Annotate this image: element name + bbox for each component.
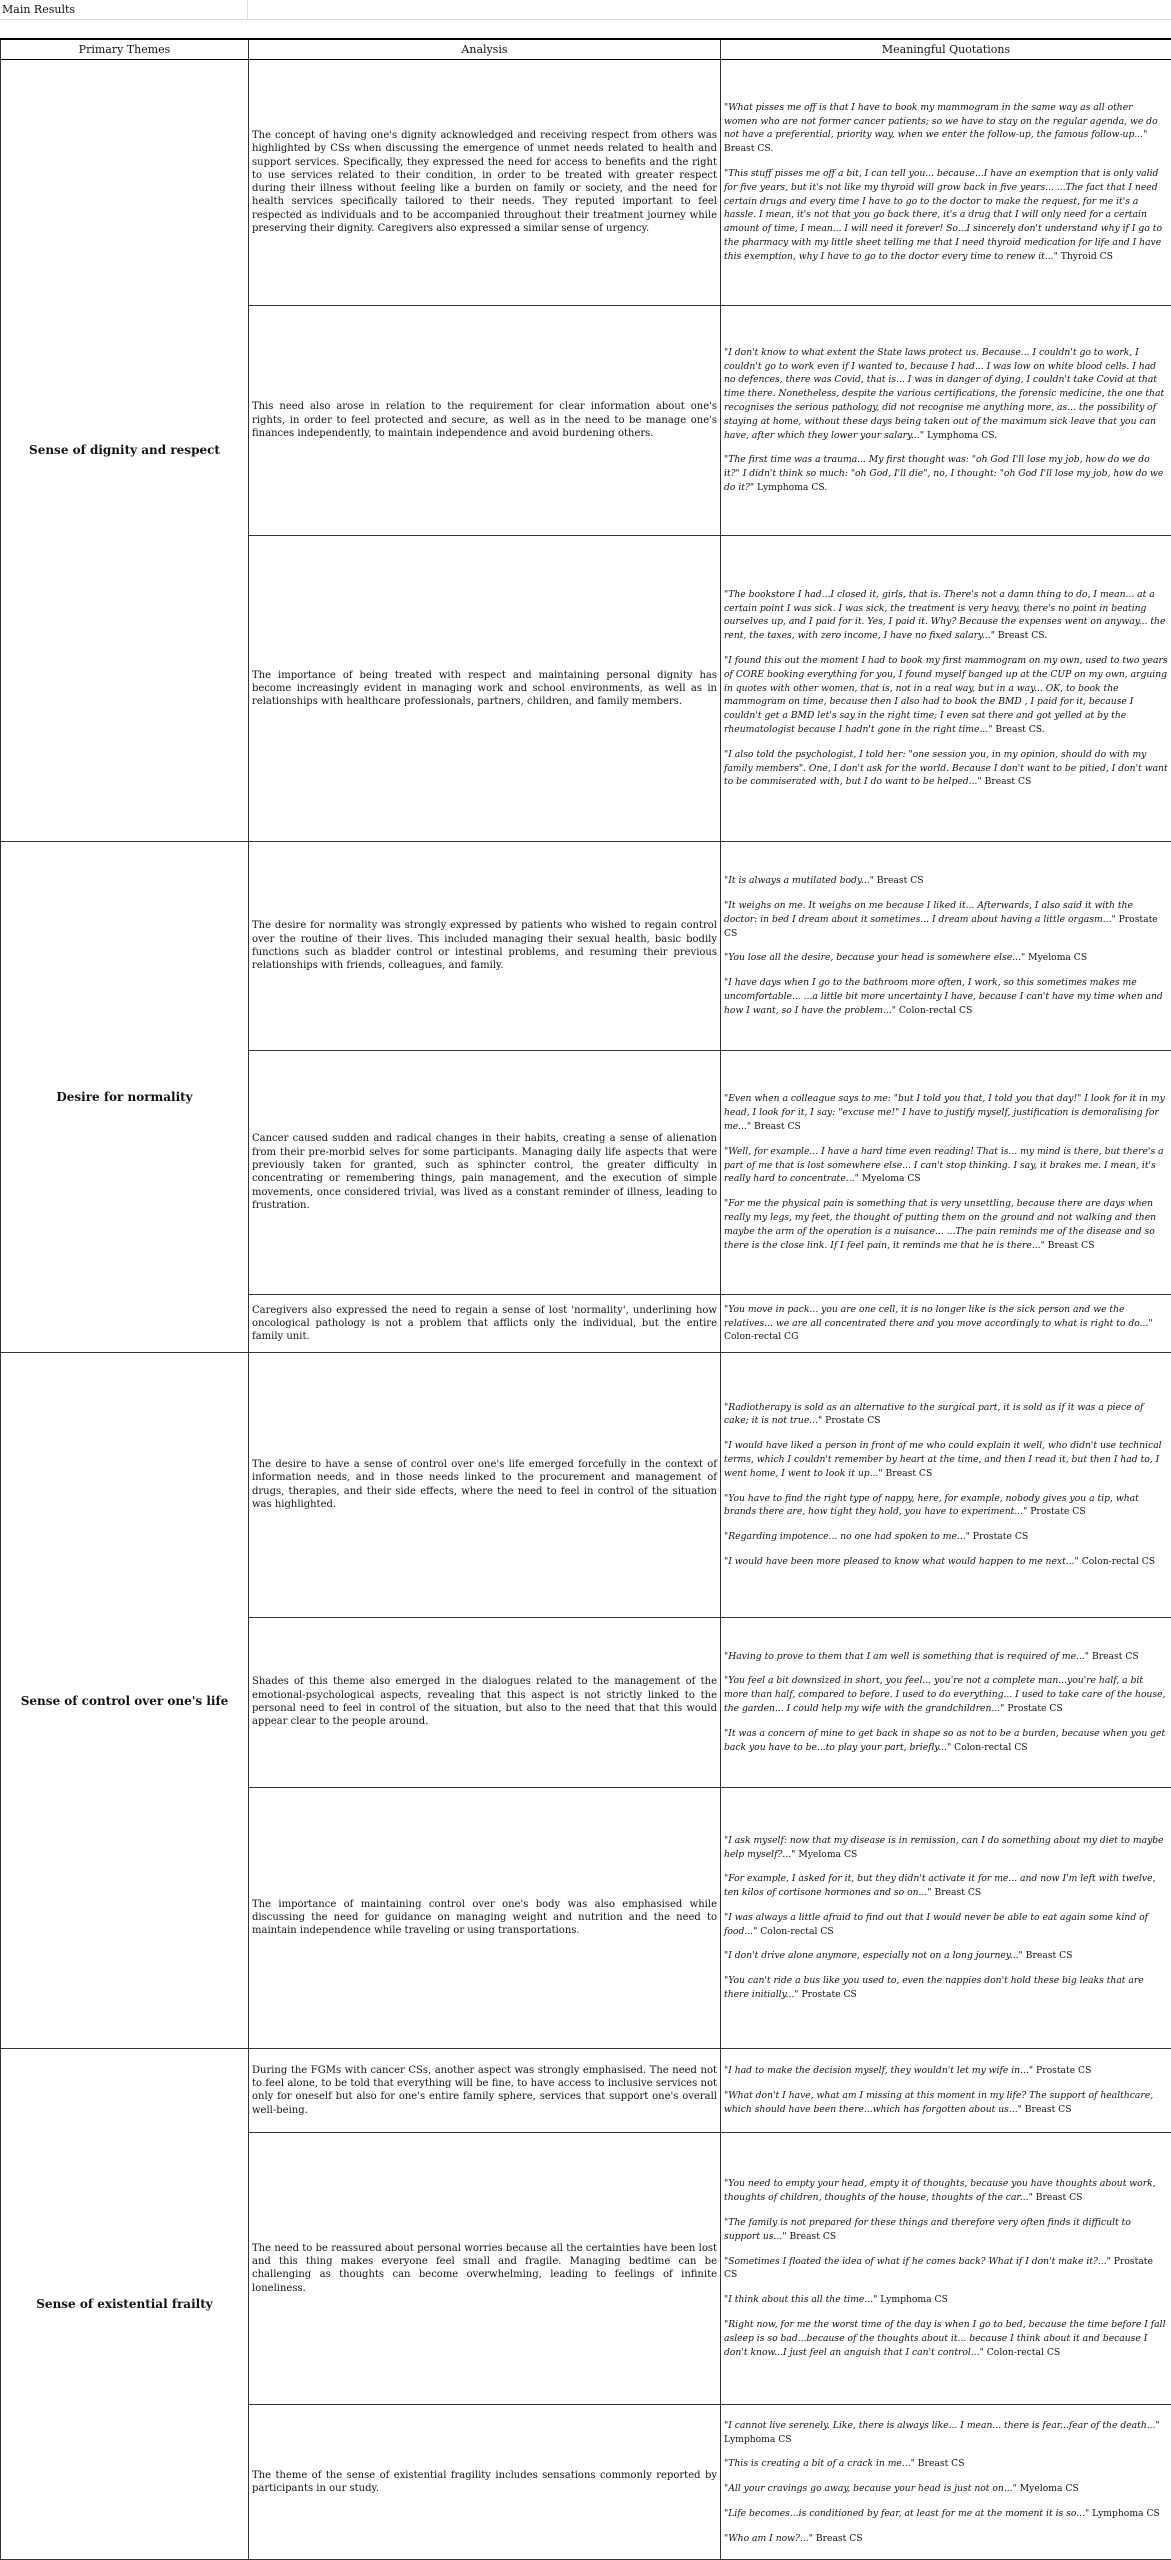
quotation-source: Breast CS: [1032, 2192, 1083, 2204]
quotation: [724, 874, 1168, 888]
quotation-source: Colon-rectal CS: [983, 2346, 1061, 2358]
quotation: [724, 1974, 1168, 2002]
analysis-cell: The desire to have a sense of control over one's life emerged forcefully in the context of information needs, and in those needs linked to the procurement and management of drugs, therapies, and their side effects, where the need to feel in control of the situation was highlighted.: [249, 1352, 721, 1617]
quotation-source: Breast CS: [873, 875, 924, 887]
header-primary-themes: Primary Themes: [1, 39, 249, 59]
quotation-source: Breast CS: [786, 2230, 837, 2242]
quotation-text: "All your cravings go away, because your head is just not on...": [724, 2483, 1017, 2495]
quotations-cell: [721, 1617, 1171, 1787]
quotation: [724, 2482, 1168, 2496]
quotations-cell: [721, 1352, 1171, 1617]
quotation: [724, 1197, 1168, 1252]
quotation-text: "You lose all the desire, because your head is somewhere else...": [724, 952, 1026, 964]
quotation-source: Myeloma CS: [858, 1173, 921, 1185]
quotation-text: "Life becomes...is conditioned by fear, at least for me at the moment it is so...": [724, 2507, 1090, 2519]
quotation: [724, 2293, 1168, 2307]
quotation-text: "This stuff pisses me off a bit, I can tell you... because...I have an exemption that is only valid for five years, but it's not like my thyroid will grow back in five years... ...The fact that I need certain drugs and every time I have to go to the doctor to make the request, for me it's a hassle. I mean, it's not that you go back there, it's a drug that I will only need for a certain amount of time, I mean... I will need it forever! So...I sincerely don't understand why if I go to the pharmacy with my little sheet telling me that I need thyroid medication for life and I have this exemption, why I have to go to the doctor every time to renew it...": [724, 167, 1162, 262]
quotation: [724, 1303, 1168, 1344]
quotation-source: Lymphoma CS: [724, 2433, 792, 2445]
quotation-text: "Having to prove to them that I am well is something that is required of me...": [724, 1650, 1090, 1662]
quotation-source: Prostate CS: [724, 913, 1158, 939]
theme-cell: Desire for normality: [1, 842, 249, 1353]
quotation-source: Prostate CS: [1033, 2065, 1092, 2077]
quotation-text: "You move in pack... you are one cell, it is no longer like is the sick person and we the relatives... we are all concentrated there and you move accordingly to what is right to do...": [724, 1303, 1153, 1329]
quotation: [724, 1727, 1168, 1755]
quotation-source: Lymphoma CS: [877, 2294, 948, 2306]
quotations-cell: [721, 2049, 1171, 2132]
quotation-source: Prostate CS: [1004, 1703, 1063, 1715]
quotation-source: Prostate CS: [822, 1415, 881, 1427]
quotation-source: Prostate CS: [724, 2255, 1153, 2281]
quotation-text: "You feel a bit downsized in short, you feel... you're not a complete man...you're half, a bit more than half, compared to before. I used to do everything... I used to take care of the house, the garden... I could help my wife with the grandchildren...": [724, 1675, 1166, 1715]
analysis-cell: During the FGMs with cancer CSs, another aspect was strongly emphasised. The need not to feel alone, to be told that everything will be fine, to have access to inclusive services not only for oneself but also for one's entire family sphere, services that support one's overall well-being.: [249, 2049, 721, 2132]
quotation-source: Breast CS: [1022, 1950, 1073, 1962]
quotation-source: Breast CS: [812, 2532, 863, 2544]
quotation-text: "The bookstore I had...I closed it, girls, that is. There's not a damn thing to do, I mean... at a certain point I was sick. I was sick, the treatment is very heavy, there's no point in beating ourselves up, and I paid for it. Yes, I paid it. Why? Because the expenses went on anyway... the rent, the taxes, with zero income, I have no fixed salary...": [724, 588, 1166, 642]
quotation: [724, 2216, 1168, 2244]
quotation-text: "I was always a little afraid to find out that I would never be able to eat again some kind of food...": [724, 1911, 1149, 1937]
quotation-text: "What don't I have, what am I missing at this moment in my life? The support of healthcare, which should have been there...which has forgotten about us...": [724, 2089, 1154, 2115]
quotation-text: "It was a concern of mine to get back in shape so as not to be a burden, because when you get back you have to be...to play your part, briefly...": [724, 1727, 1166, 1753]
theme-cell: Sense of existential frailty: [1, 2049, 249, 2560]
quotation: [724, 951, 1168, 965]
quotation-source: Prostate CS: [798, 1989, 857, 2001]
quotation: [724, 2064, 1168, 2078]
quotation: [724, 748, 1168, 789]
quotation-source: Breast CS.: [724, 143, 774, 155]
quotation: [724, 167, 1168, 264]
quotation-text: "For example, I asked for it, but they didn't activate it for me... and now I'm left with twelve, ten kilos of cortisone hormones and so on...": [724, 1873, 1156, 1899]
quotation-source: Colon-rectal CS: [895, 1004, 973, 1016]
quotation-source: Thyroid CS: [1057, 250, 1113, 262]
quotation-text: "I think about this all the time...": [724, 2294, 878, 2306]
analysis-cell: The need to be reassured about personal worries because all the certainties have been lost and this thing makes everyone feel small and fragile. Managing bedtime can be challenging as thoughts can become overwhelming, leading to feelings of infinite loneliness.: [249, 2132, 721, 2405]
quotation: [724, 346, 1168, 443]
quotation-text: "I don't drive alone anymore, especially not on a long journey...": [724, 1950, 1023, 1962]
quotation-text: "Right now, for me the worst time of the day is when I go to bed, because the time before I fall asleep is so bad...because of the thoughts about it... because I think about it and because I don't know...I just feel an anguish that I can't control...": [724, 2318, 1166, 2358]
quotation-text: "I would have been more pleased to know what would happen to me next...": [724, 1556, 1079, 1568]
quotation-source: Breast CS: [882, 1467, 933, 1479]
table-row: [1, 842, 1171, 1051]
quotation-source: Breast CS: [1021, 2103, 1072, 2115]
quotation-text: "Sometimes I floated the idea of what if he comes back? What if I don't make it?...": [724, 2255, 1111, 2267]
theme-cell: Sense of control over one's life: [1, 1352, 249, 2048]
quotation-source: Breast CS: [931, 1887, 982, 1899]
quotation: [724, 1834, 1168, 1862]
analysis-cell: The importance of maintaining control over one's body was also emphasised while discussing the need for guidance on managing weight and nutrition and the need to maintain independence while traveling or using transportations.: [249, 1787, 721, 2049]
quotation: [724, 2457, 1168, 2471]
quotation: [724, 1555, 1168, 1569]
quotation-text: "Regarding impotence... no one had spoken to me...": [724, 1531, 970, 1543]
quotation-source: Breast CS: [981, 776, 1032, 788]
analysis-cell: Shades of this theme also emerged in the dialogues related to the management of the emotional-psychological aspects, revealing that this aspect is not strictly linked to the personal need to feel in control of the situation, but also to the need that that this would appear clear to the people around.: [249, 1617, 721, 1787]
quotation: [724, 1439, 1168, 1480]
header-meaningful-quotations: Meaningful Quotations: [721, 39, 1171, 59]
header-analysis: Analysis: [249, 39, 721, 59]
quotation: [724, 899, 1168, 940]
quotation: [724, 2532, 1168, 2546]
quotation: [724, 453, 1168, 494]
quotation-source: Colon-rectal CS: [757, 1925, 834, 1937]
quotation: [724, 1145, 1168, 1186]
quotation: [724, 2255, 1168, 2283]
quotation: [724, 1492, 1168, 1520]
quotation-source: Colon-rectal CS: [1078, 1556, 1156, 1568]
analysis-cell: The desire for normality was strongly expressed by patients who wished to regain control over the routine of their lives. This included managing their sexual health, basic bodily functions such as bladder control or intestinal problems, and resuming their previous relationships with friends, colleagues, and family.: [249, 842, 721, 1051]
quotation-text: "I found this out the moment I had to book my first mammogram on my own, used to two years of CORE booking everything for you, I found myself banged up at the CUP on my own, arguing in quotes with other women, that is, not in a real way, but in a way... OK, to book the mammogram on time, because then I also had to book the BMD , I paid for it, because I couldn't get a BMD let's say in the right time; I even sat there and got yelled at by the rheumatologist because I hadn't gone in the right time...": [724, 654, 1168, 735]
quotation: [724, 2419, 1168, 2447]
quotation: [724, 976, 1168, 1017]
quotations-cell: [721, 842, 1171, 1051]
quotation: [724, 1872, 1168, 1900]
quotation-text: "You need to empty your head, empty it of thoughts, because you have thoughts about work, thoughts of children, thoughts of the house, thoughts of the car...": [724, 2178, 1156, 2204]
theme-cell: Sense of dignity and respect: [1, 59, 249, 842]
quotations-cell: [721, 1787, 1171, 2049]
analysis-cell: The theme of the sense of existential fragility includes sensations commonly reported by participants in our study.: [249, 2405, 721, 2560]
quotation-text: "Radiotherapy is sold as an alternative to the surgical part, it is sold as if it was a piece of cake; it is not true...": [724, 1401, 1144, 1427]
table-body: [1, 59, 1171, 2560]
quotation-text: "Even when a colleague says to me: "but I told you that, I told you that day!" I look for it in my head, I look for it, I say: "excuse me!" I have to justify myself, justification is demoralising for me...": [724, 1093, 1165, 1132]
page-title: Main Results: [0, 0, 248, 20]
quotation-source: Breast CS.: [992, 723, 1045, 735]
quotation-text: "I ask myself: now that my disease is in remission, can I do something about my diet to maybe help myself?...": [724, 1834, 1164, 1860]
table-row: [1, 1352, 1171, 1617]
quotation: [724, 2177, 1168, 2205]
quotation: [724, 654, 1168, 737]
quotations-cell: [721, 1294, 1171, 1352]
quotation-source: Breast CS.: [994, 630, 1048, 642]
quotation-text: "It is always a mutilated body...": [724, 875, 874, 887]
analysis-cell: Caregivers also expressed the need to regain a sense of lost 'normality', underlining how oncological pathology is not a problem that afflicts only the individual, but the entire family unit.: [249, 1294, 721, 1352]
analysis-cell: The importance of being treated with respect and maintaining personal dignity has become increasingly evident in managing work and school environments, as well as in relationships with healthcare professionals, partners, children, and family members.: [249, 535, 721, 841]
quotation: [724, 1530, 1168, 1544]
results-table: [0, 38, 1171, 2560]
quotation-source: Myeloma CS: [795, 1848, 858, 1860]
quotation-text: "I don't know to what extent the State laws protect us. Because... I couldn't go to work, I couldn't go to work even if I wanted to, because I had... I was low on white blood cells. I had no defences, there was Covid, that is... I was in danger of dying, I couldn't take Covid at that time there. Nonetheless, despite the various certifications, the forensic medicine, the one that recognises the serious pathology, did not recognise me anything more, as... the possibility of staying at home, without these days being taken out of the maximum sick leave that you can have, after which they lower your salary...": [724, 346, 1165, 441]
quotation-text: "I have days when I go to the bathroom more often, I work, so this sometimes makes me uncomfortable... ...a little bit more uncertainty I have, because I can't have my time when and how I want, so I have the problem...": [724, 977, 1163, 1016]
quotation-source: Lymphoma CS.: [754, 481, 828, 493]
quotation-source: Breast CS: [1044, 1239, 1095, 1251]
quotation: [724, 101, 1168, 156]
quotation: [724, 1949, 1168, 1963]
header-row: [1, 39, 1171, 59]
quotation: [724, 2507, 1168, 2521]
quotation-text: "The family is not prepared for these things and therefore very often finds it difficult to support us...": [724, 2216, 1131, 2242]
quotation-source: Lymphoma CS: [1089, 2507, 1160, 2519]
quotation-text: "Well, for example... I have a hard time even reading! That is... my mind is there, but there's a part of me that is lost somewhere else... I can't stop thinking. I say, it brakes me. I mean, it's really hard to concentrate...": [724, 1145, 1164, 1185]
analysis-cell: This need also arose in relation to the requirement for clear information about one's rights, in order to feel protected and secure, as well as in the need to be manage one's finances independently, to maintain independence and avoid burdening others.: [249, 305, 721, 535]
quotation-text: "I also told the psychologist, I told her: "one session you, in my opinion, should do with my family members". One, I don't ask for the world. Because I don't want to be pitied, I don't want to be commiserated with, but I do want to be helped...": [724, 748, 1168, 788]
quotations-cell: [721, 2405, 1171, 2560]
analysis-cell: Cancer caused sudden and radical changes in their habits, creating a sense of alienation from their pre-morbid selves for some participants. Managing daily life aspects that were previously taken for granted, such as sphincter control, the greater difficulty in concentrating or remembering things, pain management, and the execution of simple movements, once considered trivial, was lived as a constant reminder of illness, leading to frustration.: [249, 1050, 721, 1294]
quotation-text: "Who am I now?...": [724, 2532, 813, 2544]
quotation: [724, 588, 1168, 643]
quotation-text: "I would have liked a person in front of me who could explain it well, who didn't use technical terms, which I couldn't remember by heart at the time, and then I read it, but then I had to, I went home, I went to look it up...": [724, 1440, 1162, 1479]
quotation-text: "It weighs on me. It weighs on me because I liked it... Afterwards, I also said it with the doctor: in bed I dream about it sometimes... I dream about having a little orgasm...": [724, 900, 1133, 925]
table-row: [1, 59, 1171, 305]
quotation-text: "You can't ride a bus like you used to, even the nappies don't hold these big leaks that are there initially...": [724, 1975, 1144, 2001]
quotation-source: Colon-rectal CG: [724, 1331, 799, 1343]
quotation: [724, 1092, 1168, 1133]
title-spacer: [248, 0, 1171, 20]
quotation: [724, 1911, 1168, 1939]
quotation: [724, 1674, 1168, 1715]
quotation: [724, 1650, 1168, 1664]
quotations-cell: [721, 59, 1171, 305]
quotation-source: Myeloma CS: [1016, 2483, 1079, 2495]
quotations-cell: [721, 305, 1171, 535]
quotation-text: "The first time was a trauma... My first thought was: "oh God I'll lose my job, how do we do it?" I didn't think so much: "oh God, I'll die", no, I thought: "oh God I'll lose my job, how do we do it?": [724, 454, 1164, 493]
quotation-text: "For me the physical pain is something that is very unsettling, because there are days when really my legs, my feet, the thought of putting them on the ground and not walking and then maybe the arm of the operation is a nuisance... ...The pain reminds me of the disease and so there is the close link. If I feel pain, it reminds me that he is there...": [724, 1198, 1157, 1251]
table-row: [1, 2049, 1171, 2132]
quotation-text: "You have to find the right type of nappy, here, for example, nobody gives you a tip, what brands there are, how tight they hold, you have to experiment...": [724, 1492, 1139, 1518]
quotation-text: "What pisses me off is that I have to book my mammogram in the same way as all other women who are not former cancer patients; so we have to stay on the regular agenda, we do not have a preferential, priority way, when we enter the follow-up, the famous follow-up...": [724, 101, 1158, 141]
quotation-source: Colon-rectal CS: [951, 1741, 1028, 1753]
quotation-source: Prostate CS: [1027, 1506, 1086, 1518]
quotation-text: "This is creating a bit of a crack in me...": [724, 2458, 915, 2470]
quotation-text: "I had to make the decision myself, they wouldn't let my wife in...": [724, 2065, 1034, 2077]
quotations-cell: [721, 2132, 1171, 2405]
quotation-text: "I cannot live serenely. Like, there is always like... I mean... there is fear...fear of the death...": [724, 2419, 1160, 2431]
quotation: [724, 1401, 1168, 1429]
analysis-cell: The concept of having one's dignity acknowledged and receiving respect from others was highlighted by CSs when discussing the emergence of unmet needs related to health and support services. Specifically, they expressed the need for access to benefits and the right to use services related to their condition, in order to be treated with greater respect during their illness without feeling like a burden on family or society, and the need for health services specifically tailored to their needs. They reputed important to feel respected as individuals and to be accompanied throughout their treatment journey while preserving their dignity. Caregivers also expressed a similar sense of urgency.: [249, 59, 721, 305]
quotation-source: Breast CS: [751, 1120, 801, 1132]
quotation-source: Prostate CS: [969, 1531, 1029, 1543]
quotations-cell: [721, 535, 1171, 841]
quotation-source: Myeloma CS: [1025, 952, 1088, 964]
quotation-source: Breast CS: [1089, 1650, 1139, 1662]
quotations-cell: [721, 1050, 1171, 1294]
quotation: [724, 2318, 1168, 2359]
quotation-source: Breast CS: [914, 2458, 965, 2470]
quotation: [724, 2089, 1168, 2117]
quotation-source: Lymphoma CS.: [924, 429, 998, 441]
